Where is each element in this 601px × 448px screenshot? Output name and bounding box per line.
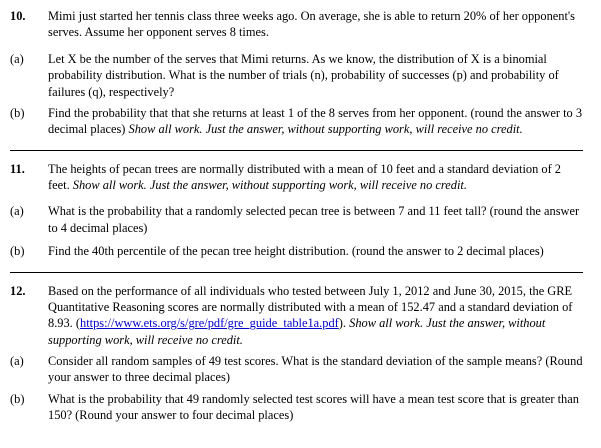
question-10 (10, 8, 583, 138)
question-12-stem-pre: Based on the performance of all individuals who tested between July 1, 2012 and June 30, 2015, the GRE Quantitative Reasoning scores are normally distributed with a mean of 152.47 and a standard deviation of 8.93. ( (48, 283, 573, 331)
spacer (10, 195, 583, 203)
question-12-stem-post: ). (338, 316, 350, 331)
question-12-number: 12. (10, 283, 26, 298)
question-10-part-a-plain: Let X be the number of the serves that Mimi returns. As we know, the distribution of X is a binomial probability distribution. What is the number of trials (n), probability of successes (p) and probability of failures (q), respectively? (48, 51, 559, 99)
question-10-part-b-label: (b) (10, 105, 25, 120)
question-12-part-a-text: Consider all random samples of 49 test scores. What is the standard deviation of the sample means? (Round your answer to three decimal places) (48, 354, 583, 385)
question-12 (10, 283, 583, 424)
question-10-part-b-plain: Find the probability that that she returns at least 1 of the 8 serves from her opponent. (round the answer to 3 decimal places) (48, 105, 583, 137)
question-11-stem-italic: Show all work. Just the answer, without supporting work, will receive no credit. (72, 178, 467, 192)
question-10-part-b-italic: Show all work. Just the answer, without supporting work, will receive no credit. (128, 122, 523, 137)
question-10-stem-row (10, 8, 583, 41)
question-11-stem-plain: The heights of pecan trees are normally distributed with a mean of 10 feet and a standard deviation of 2 feet. (48, 161, 562, 192)
section-divider-2 (10, 272, 583, 273)
question-12-stem (48, 283, 583, 349)
question-10-part-a-label: (a) (10, 51, 24, 66)
question-10-stem: Mimi just started her tennis class three weeks ago. On average, she is able to return 20% of her opponent's serves. Assume her opponent serves 8 times. (48, 9, 575, 40)
question-11-part-b-text: Find the 40th percentile of the pecan tree height distribution. (round the answer to 2 decimal places) (48, 244, 544, 259)
question-12-stem-row (10, 283, 583, 349)
gre-guide-link[interactable]: https://www.ets.org/s/gre/pdf/gre_guide_table1a.pdf (80, 316, 339, 331)
section-divider-1 (10, 150, 583, 151)
question-10-part-b-text (48, 105, 583, 138)
question-11-part-a-text: What is the probability that a randomly selected pecan tree is between 7 and 11 feet tall? (round the answer to 4 decimal places) (48, 204, 580, 235)
question-12-part-b-row (10, 391, 583, 424)
spacer (10, 43, 583, 51)
question-11-number: 11. (10, 161, 25, 176)
question-10-number: 10. (10, 9, 26, 23)
question-11 (10, 161, 583, 260)
question-11-part-b-row (10, 243, 583, 259)
question-11-part-a-label: (a) (10, 204, 24, 219)
question-12-part-a-label: (a) (10, 354, 24, 368)
question-12-part-b-label: (b) (10, 391, 25, 406)
question-11-stem-row (10, 161, 583, 194)
question-10-part-b-row (10, 105, 583, 138)
question-10-part-a-text (48, 51, 583, 100)
question-11-part-b-label: (b) (10, 244, 25, 259)
question-12-part-a-row (10, 353, 583, 386)
question-12-stem-italic: Show all work. Just the answer, without supporting work, will receive no credit. (48, 316, 546, 347)
question-12-part-b-text: What is the probability that 49 randomly selected test scores will have a mean test score that is greater than 150? (Round your answer to four decimal places) (48, 391, 579, 423)
question-11-stem (48, 161, 583, 194)
question-10-part-a-row (10, 51, 583, 100)
question-11-part-a-row (10, 203, 583, 236)
